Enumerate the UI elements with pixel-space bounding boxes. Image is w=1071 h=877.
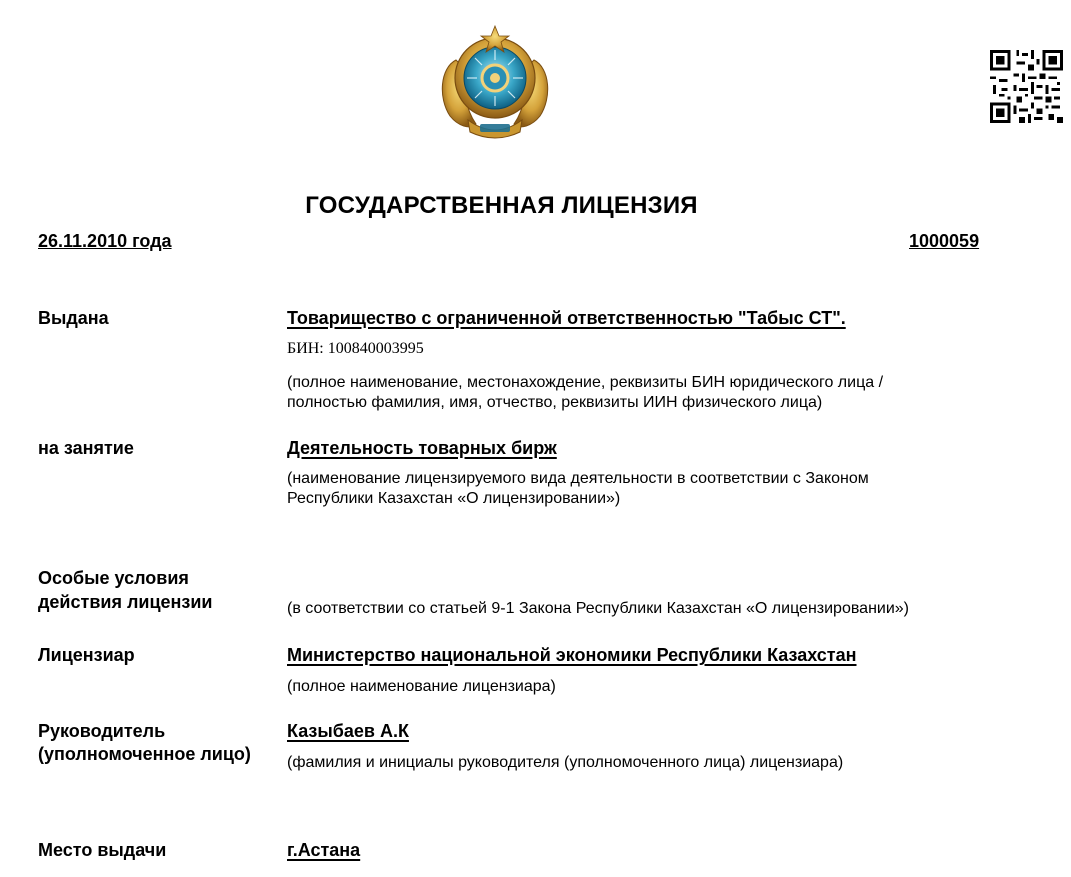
head-label-line1: Руководитель [38, 721, 166, 741]
state-emblem-icon [436, 20, 554, 142]
head-value: Казыбаев А.К [287, 721, 409, 741]
activity-note-line2: Республики Казахстан «О лицензировании») [287, 490, 621, 507]
licensor-note: (полное наименование лицензиара) [287, 678, 556, 695]
issued-to-label: Выдана [38, 308, 109, 328]
document-title: ГОСУДАРСТВЕННАЯ ЛИЦЕНЗИЯ [305, 192, 698, 219]
issued-to-note-line1: (полное наименование, местонахождение, реквизиты БИН юридического лица / [287, 374, 884, 391]
licensor-label: Лицензиар [38, 645, 135, 665]
activity-note-line1: (наименование лицензируемого вида деятельности в соответствии с Законом [287, 470, 869, 487]
qr-code-icon [990, 50, 1063, 123]
special-conditions-note: (в соответствии со статьей 9-1 Закона Республики Казахстан «О лицензировании») [287, 600, 910, 617]
issue-date: 26.11.2010 года [38, 231, 172, 251]
activity-value: Деятельность товарных бирж [287, 438, 557, 458]
head-label-line2: (уполномоченное лицо) [38, 744, 251, 764]
head-note: (фамилия и инициалы руководителя (уполномоченного лица) лицензиара) [287, 754, 844, 771]
bin-value: БИН: 100840003995 [287, 340, 424, 357]
activity-label: на занятие [38, 438, 134, 458]
licensor-value: Министерство национальной экономики Республики Казахстан [287, 645, 857, 665]
issued-to-value: Товарищество с ограниченной ответственностью "Табыс СТ". [287, 308, 846, 328]
special-conditions-label-line2: действия лицензии [38, 592, 213, 612]
place-value: г.Астана [287, 840, 361, 860]
place-label: Место выдачи [38, 840, 167, 860]
issued-to-note-line2: полностью фамилия, имя, отчество, реквизиты ИИН физического лица) [287, 394, 823, 411]
license-number: 1000059 [909, 231, 980, 251]
special-conditions-label-line1: Особые условия [38, 568, 189, 588]
